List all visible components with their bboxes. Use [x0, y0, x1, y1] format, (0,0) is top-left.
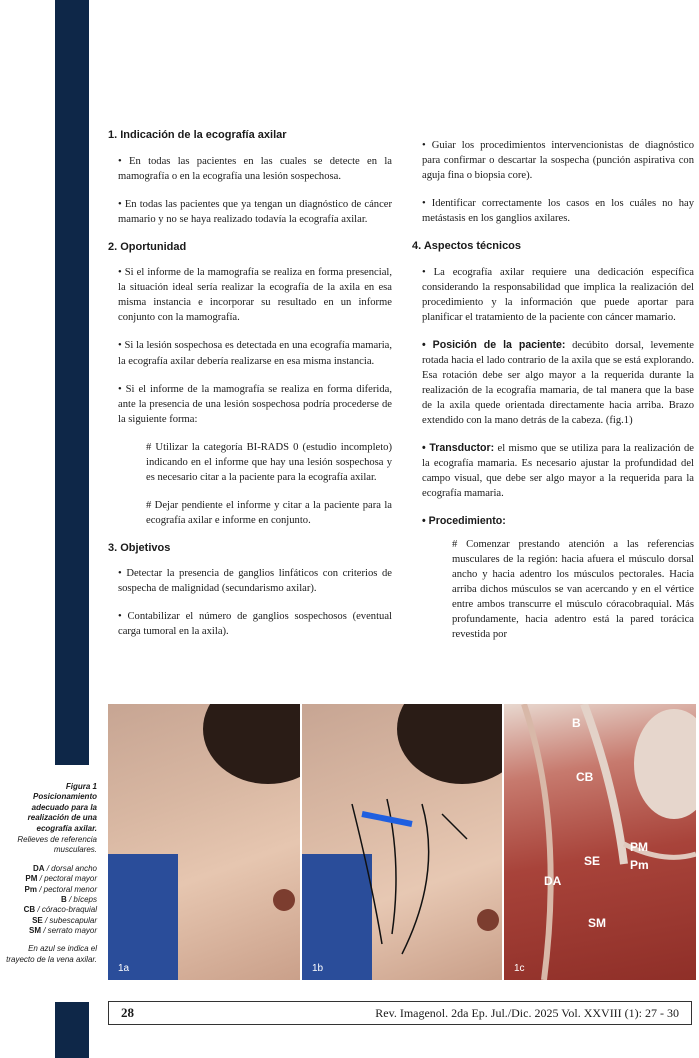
panel-label: 1c: [514, 963, 525, 974]
paragraph: [412, 514, 694, 529]
caption-legend-item: PM / pectoral mayor: [25, 874, 97, 884]
paragraph-label: • Transductor:: [422, 442, 495, 455]
decorative-sidebar-bar-bottom: [55, 1002, 89, 1058]
figure-caption: [0, 782, 97, 965]
caption-legend-item: DA / dorsal ancho: [32, 863, 97, 873]
paragraph: • Si el informe de la mamografía se realiza en forma presencial, la situación ideal sería realizar la ecografía de la axila en esa misma instancia e incorporar su resultado en un informe conjunto con la mamografía.: [118, 267, 392, 324]
paragraph: • En todas las pacientes que ya tengan un diagnóstico de cáncer mamario y no se haya realizado todavía la ecografía axilar.: [118, 198, 392, 225]
right-text-column: [412, 138, 694, 655]
paragraph: • Guiar los procedimientos intervencionistas de diagnóstico para confirmar o descartar la sospecha (punción aspirativa con aguja fina o biopsia core).: [422, 140, 694, 182]
paragraph: • Detectar la presencia de ganglios linfáticos con criterios de sospecha de malignidad (secundarismo axilar).: [118, 568, 392, 595]
photo-panel-1b: [302, 704, 502, 980]
muscle-label: PM: [630, 840, 648, 854]
muscle-label: SE: [584, 854, 601, 868]
page-number: 28: [121, 1005, 134, 1020]
paragraph: [412, 338, 694, 428]
caption-legend-item: CB / córaco-braquial: [23, 905, 97, 915]
muscle-outline-drawing: [302, 704, 502, 980]
section-heading: 1. Indicación de la ecografía axilar: [108, 129, 287, 141]
muscle-label: DA: [544, 874, 562, 888]
sub-item: # Dejar pendiente el informe y citar a la paciente para la ecografía axilar e informe en conjunto.: [146, 499, 392, 526]
panel-label: 1b: [312, 963, 324, 974]
hair: [203, 704, 300, 784]
section-heading: 4. Aspectos técnicos: [412, 240, 522, 253]
caption-title: Figura 1 Posicionamiento adecuado para la realización de una ecografía axilar.: [27, 782, 97, 833]
paragraph-text: el mismo que se utiliza para la realización de la ecografía mamaria. Es necesario ajustar la profundidad del campo visual, que debe ser algo mayor a la requerida para la ecografía mamaria.: [422, 443, 694, 500]
figure-photos: [108, 704, 696, 980]
muscle-label: B: [572, 716, 581, 730]
caption-legend-item: SE / subescapular: [32, 915, 97, 925]
caption-subtitle: Relieves de referencia musculares.: [17, 834, 97, 855]
decorative-sidebar-bar: [55, 0, 89, 765]
photo-panel-1a: [108, 704, 300, 980]
paragraph: • Si la lesión sospechosa es detectada en una ecografía mamaria, la ecografía axilar debería realizarse en esa misma instancia.: [118, 340, 392, 367]
caption-legend-item: SM / serrato mayor: [28, 926, 97, 936]
nipple: [273, 889, 295, 911]
muscle-label: SM: [588, 916, 606, 930]
sub-item: # Comenzar prestando atención a las referencias musculares de la región: hacia afuera el músculo dorsal ancho y hacia adentro los músculos pectorales. Hacia arriba dichos músculos se van acercando y en el vértice entre ambos transcurre el músculo córacobraquial. Más profundamente, hacia adentro está la pared torácica revestida por: [452, 539, 694, 641]
caption-legend-item: B / bíceps: [60, 894, 97, 904]
paragraph: • La ecografía axilar requiere una dedicación específica considerando la responsabilidad que implica la realización del procedimiento y la información que puede aportar para planificar el tratamiento de la paciente con cáncer mamario.: [422, 266, 694, 323]
paragraph: • En todas las pacientes en las cuales se detecte en la mamografía o en la ecografía una lesión sospechosa.: [118, 155, 392, 182]
paragraph-label: • Posición de la paciente:: [422, 338, 566, 351]
paragraph-label: • Procedimiento:: [422, 515, 506, 528]
caption-note: En azul se indica el trayecto de la vena axilar.: [6, 944, 97, 964]
caption-legend-item: Pm / pectoral menor: [24, 884, 97, 894]
left-text-column: [108, 128, 392, 653]
photo-panel-1c: [504, 704, 696, 980]
shirt: [108, 854, 178, 980]
section-heading: 2. Oportunidad: [108, 240, 187, 253]
page-footer: [108, 1001, 692, 1025]
section-heading: 3. Objetivos: [108, 541, 171, 554]
paragraph: • Identificar correctamente los casos en los cuáles no hay metástasis en los ganglios axilares.: [422, 198, 694, 225]
paragraph: • Contabilizar el número de ganglios sospechosos (eventual carga tumoral en la axila).: [118, 611, 392, 638]
muscle-label: Pm: [630, 858, 649, 872]
sub-item: # Utilizar la categoría BI-RADS 0 (estudio incompleto) indicando en el informe que hay una lesión sospechosa y es necesario citar a la paciente para la ecografía axilar.: [146, 441, 392, 483]
paragraph: [412, 441, 694, 501]
paragraph-text: decúbito dorsal, levemente rotada hacia el lado contrario de la axila que se está explorando. Esa rotación debe ser algo mayor a la requerida durante la realización de la ecografía mamaria, de tal manera que la base de la axila quede orientada directamente hacia arriba. Brazo extendido con la mano detrás de la cabeza. (fig.1): [422, 339, 694, 427]
panel-label: 1a: [118, 963, 130, 974]
muscle-label: CB: [576, 770, 594, 784]
anatomy-illustration: [504, 704, 696, 980]
axillary-vein-mark: [362, 814, 412, 824]
journal-citation: Rev. Imagenol. 2da Ep. Jul./Dic. 2025 Vol. XXVIII (1): 27 - 30: [375, 1006, 679, 1020]
paragraph: • Si el informe de la mamografía se realiza en forma diferida, ante la presencia de una lesión sospechosa podría procederse de la siguiente forma:: [118, 383, 392, 425]
